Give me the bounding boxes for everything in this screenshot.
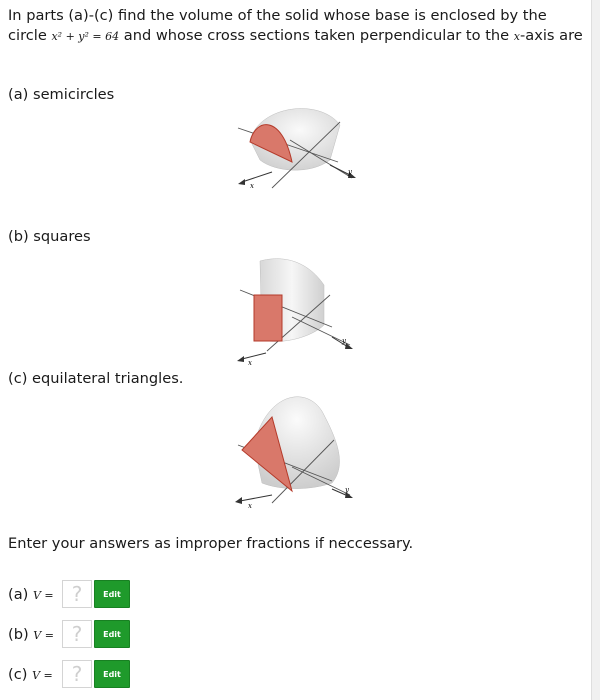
triangle-solid-diagram: [232, 395, 362, 510]
x-axis-arrow: [242, 353, 266, 359]
answer-input-b[interactable]: ?: [62, 620, 92, 648]
edit-button-b[interactable]: Edit: [94, 620, 130, 648]
answer-label-c: (c) V =: [8, 665, 53, 683]
problem-middle: and whose cross sections taken perpendicular to the: [123, 27, 510, 44]
x-axis-label: x: [250, 182, 254, 190]
semicircle-solid-diagram: [230, 100, 360, 192]
axis-variable: x: [513, 30, 520, 43]
problem-intro: In parts (a)-(c) find the volume of the solid whose base is enclosed by the circle: [8, 7, 547, 44]
y-axis-label: y: [345, 486, 349, 494]
figure-semicircles: [230, 100, 360, 196]
y-axis-label: y: [348, 168, 352, 176]
figure-squares: [232, 255, 362, 369]
answer-input-c[interactable]: ?: [62, 660, 92, 688]
answer-row-b: [8, 619, 130, 649]
answer-row-a: [8, 579, 130, 609]
answer-input-a[interactable]: ?: [62, 580, 92, 608]
square-cross-section: [254, 295, 282, 341]
x-axis-arrow: [242, 172, 272, 182]
instruction-text: Enter your answers as improper fractions if neccessary.: [8, 535, 414, 552]
square-solid-diagram: [232, 255, 362, 365]
x-axis-label: x: [248, 502, 252, 510]
x-axis-arrow: [240, 495, 272, 501]
answer-row-c: [8, 659, 130, 689]
edit-button-c[interactable]: Edit: [94, 660, 130, 688]
answer-label-a: (a) V =: [8, 585, 54, 603]
part-b-label: (b) squares: [8, 228, 91, 245]
answer-label-b: (b) V =: [8, 625, 54, 643]
circle-equation: x² + y² = 64: [51, 30, 120, 43]
scrollbar[interactable]: [591, 0, 600, 700]
part-c-label: (c) equilateral triangles.: [8, 370, 184, 387]
part-a-label: (a) semicircles: [8, 86, 115, 103]
x-arrowhead: [235, 497, 242, 504]
x-arrowhead: [238, 179, 245, 185]
figure-triangles: [232, 395, 362, 514]
x-arrowhead: [237, 356, 244, 362]
y-arrowhead: [345, 343, 353, 349]
problem-end: -axis are: [520, 27, 583, 44]
edit-button-a[interactable]: Edit: [94, 580, 130, 608]
x-axis-label: x: [248, 359, 252, 365]
problem-statement: [8, 6, 588, 47]
y-axis-label: y: [342, 337, 346, 345]
